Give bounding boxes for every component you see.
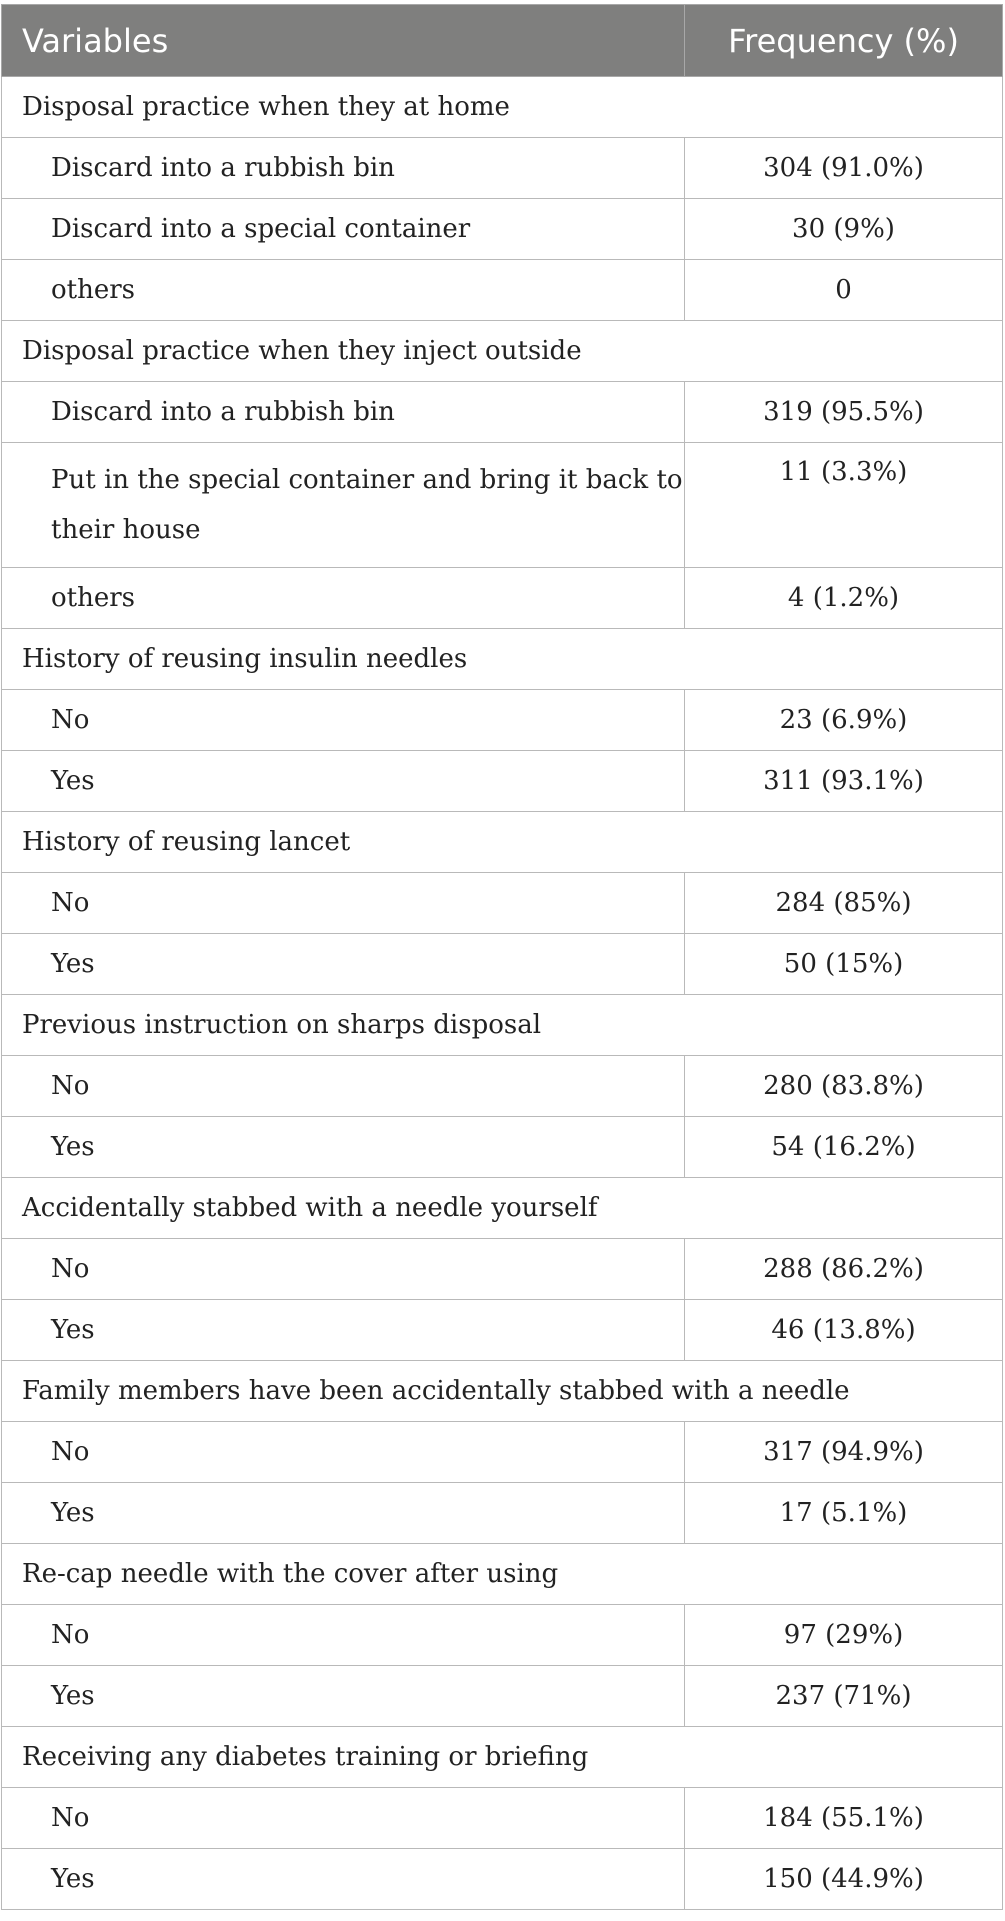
row-value: 4 (1.2%) — [685, 568, 1003, 629]
group-row — [2, 1544, 1003, 1605]
table-row — [2, 138, 1003, 199]
table-row — [2, 1788, 1003, 1849]
table-row — [2, 751, 1003, 812]
row-value: 30 (9%) — [685, 199, 1003, 260]
header-variables: Variables — [2, 5, 685, 77]
row-value: 319 (95.5%) — [685, 382, 1003, 443]
row-label: Yes — [2, 1300, 685, 1361]
row-label: Put in the special container and bring it back to their house — [2, 443, 685, 568]
header-frequency: Frequency (%) — [685, 5, 1003, 77]
table-row — [2, 568, 1003, 629]
row-value: 288 (86.2%) — [685, 1239, 1003, 1300]
table-row — [2, 443, 1003, 568]
table-row — [2, 199, 1003, 260]
row-value: 150 (44.9%) — [685, 1849, 1003, 1910]
row-label: No — [2, 1422, 685, 1483]
row-value: 280 (83.8%) — [685, 1056, 1003, 1117]
group-row — [2, 1178, 1003, 1239]
group-row — [2, 1727, 1003, 1788]
row-value: 311 (93.1%) — [685, 751, 1003, 812]
row-label: No — [2, 1239, 685, 1300]
row-value: 50 (15%) — [685, 934, 1003, 995]
row-label: Discard into a rubbish bin — [2, 138, 685, 199]
table-row — [2, 1849, 1003, 1910]
table-row — [2, 1483, 1003, 1544]
group-row — [2, 629, 1003, 690]
row-label: Yes — [2, 1117, 685, 1178]
table-row — [2, 1239, 1003, 1300]
group-title: Accidentally stabbed with a needle yourself — [2, 1178, 1003, 1239]
table-row — [2, 1300, 1003, 1361]
row-value: 17 (5.1%) — [685, 1483, 1003, 1544]
table-body — [2, 77, 1003, 1910]
table-row — [2, 1117, 1003, 1178]
table-row — [2, 873, 1003, 934]
table-row — [2, 934, 1003, 995]
header-row — [2, 5, 1003, 77]
table-row — [2, 382, 1003, 443]
frequency-table — [1, 4, 1003, 1910]
group-title: Disposal practice when they at home — [2, 77, 1003, 138]
row-value: 46 (13.8%) — [685, 1300, 1003, 1361]
group-row — [2, 77, 1003, 138]
table-row — [2, 1422, 1003, 1483]
row-label: Yes — [2, 1483, 685, 1544]
row-label: No — [2, 1056, 685, 1117]
group-title: Re-cap needle with the cover after using — [2, 1544, 1003, 1605]
group-title: Family members have been accidentally stabbed with a needle — [2, 1361, 1003, 1422]
group-row — [2, 812, 1003, 873]
group-title: Disposal practice when they inject outside — [2, 321, 1003, 382]
row-label: others — [2, 260, 685, 321]
group-title: Previous instruction on sharps disposal — [2, 995, 1003, 1056]
table-row — [2, 1056, 1003, 1117]
row-value: 11 (3.3%) — [685, 443, 1003, 568]
row-value: 0 — [685, 260, 1003, 321]
row-label: No — [2, 1788, 685, 1849]
group-title: History of reusing lancet — [2, 812, 1003, 873]
row-value: 97 (29%) — [685, 1605, 1003, 1666]
row-label: Yes — [2, 1666, 685, 1727]
row-label: No — [2, 873, 685, 934]
row-label: Discard into a special container — [2, 199, 685, 260]
row-label: others — [2, 568, 685, 629]
row-value: 54 (16.2%) — [685, 1117, 1003, 1178]
row-label: Discard into a rubbish bin — [2, 382, 685, 443]
table-row — [2, 690, 1003, 751]
table-row — [2, 260, 1003, 321]
row-label: Yes — [2, 1849, 685, 1910]
row-label: Yes — [2, 751, 685, 812]
group-row — [2, 995, 1003, 1056]
row-value: 23 (6.9%) — [685, 690, 1003, 751]
table-row — [2, 1666, 1003, 1727]
group-title: History of reusing insulin needles — [2, 629, 1003, 690]
row-value: 304 (91.0%) — [685, 138, 1003, 199]
row-label: Yes — [2, 934, 685, 995]
group-title: Receiving any diabetes training or briefing — [2, 1727, 1003, 1788]
row-value: 284 (85%) — [685, 873, 1003, 934]
group-row — [2, 1361, 1003, 1422]
row-label: No — [2, 690, 685, 751]
row-value: 237 (71%) — [685, 1666, 1003, 1727]
row-label: No — [2, 1605, 685, 1666]
row-value: 184 (55.1%) — [685, 1788, 1003, 1849]
row-value: 317 (94.9%) — [685, 1422, 1003, 1483]
group-row — [2, 321, 1003, 382]
table-row — [2, 1605, 1003, 1666]
